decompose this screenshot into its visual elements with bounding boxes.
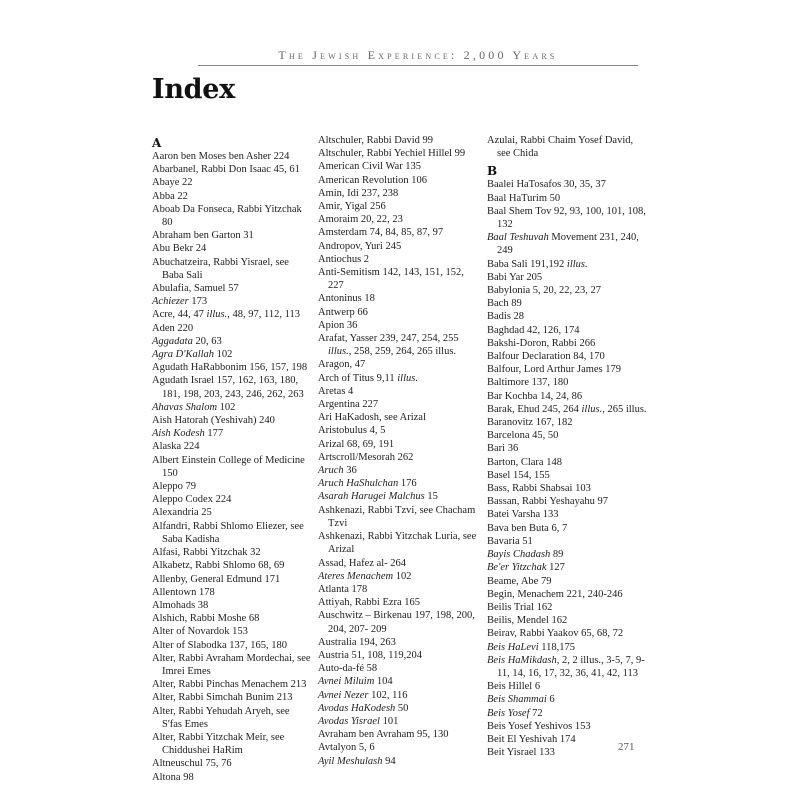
index-entry: Assad, Hafez al- 264 (318, 557, 407, 569)
index-entry: Baal Teshuvah Movement 231, 240, 249 (487, 232, 639, 257)
index-entry: Bakshi-Doron, Rabbi 266 (487, 337, 596, 349)
index-entry: Agudath Israel 157, 162, 163, 180, 181, 198, 203, 243, 246, 262, 263 (152, 375, 304, 400)
index-entry: Altneuschul 75, 76 (152, 758, 232, 770)
index-entry: Achiezer 173 (152, 296, 208, 308)
index-entry: Begin, Menachem 221, 240-246 (487, 588, 623, 600)
index-entry: Avodas Yisrael 101 (318, 715, 399, 727)
index-entry: Baranovitz 167, 182 (487, 417, 573, 429)
index-entry: Balfour Declaration 84, 170 (487, 351, 605, 363)
index-entry: Ateres Menachem 102 (318, 570, 412, 582)
index-entry: Aggadata 20, 63 (152, 335, 222, 347)
index-entry: Avodas HaKodesh 50 (318, 702, 409, 714)
index-entry: Acre, 44, 47 illus., 48, 97, 112, 113 (152, 309, 300, 321)
index-entry: Beit El Yeshivah 174 (487, 733, 576, 745)
index-entry: Ashkenazi, Rabbi Tzvi, see Chacham Tzvi (318, 504, 476, 529)
index-entry: Beis HaLevi 118,175 (487, 641, 575, 653)
index-entry: Barak, Ehud 245, 264 illus., 265 illus. (487, 403, 647, 415)
index-entry: Be'er Yitzchak 127 (487, 562, 565, 574)
index-column-3 (487, 134, 647, 759)
index-entry: Baal HaTurim 50 (487, 192, 561, 204)
index-entry: Amir, Yigal 256 (318, 201, 386, 213)
index-entry: Bari 36 (487, 443, 519, 455)
index-entry: Alexandria 25 (152, 507, 212, 519)
index-entry: Antoninus 18 (318, 293, 375, 305)
index-entry: Bava ben Buta 6, 7 (487, 522, 568, 534)
index-entry: Alter, Rabbi Avraham Mordechai, see Imrei Emes (152, 652, 311, 677)
index-entry: Abu Bekr 24 (152, 243, 207, 255)
index-entry: Ari HaKadosh, see Arizal (318, 412, 426, 424)
index-entry: Aragon, 47 (318, 359, 366, 371)
index-entry: Bach 89 (487, 298, 522, 310)
index-entry: Beis Shammai 6 (487, 694, 555, 706)
index-entry: Alshich, Rabbi Moshe 68 (152, 613, 260, 625)
index-entry: Aruch 36 (318, 465, 357, 477)
letter-heading: A (152, 136, 162, 150)
index-entry: Abulafia, Samuel 57 (152, 283, 239, 295)
index-entry: Antiochus 2 (318, 253, 370, 265)
index-entry: Australia 194, 263 (318, 636, 396, 648)
index-entry: Beilis, Mendel 162 (487, 615, 568, 627)
index-entry: Altona 98 (152, 771, 194, 783)
index-entry: Ayil Meshulash 94 (318, 755, 396, 767)
index-entry: Avnei Nezer 102, 116 (318, 689, 408, 701)
index-entry: Amin, Idi 237, 238 (318, 187, 399, 199)
index-entry: Abraham ben Garton 31 (152, 230, 254, 242)
index-entry: Attiyah, Rabbi Ezra 165 (318, 597, 421, 609)
index-entry: Avtalyon 5, 6 (318, 742, 375, 754)
index-entry: Barcelona 45, 50 (487, 430, 559, 442)
index-entry: Abarbanel, Rabbi Don Isaac 45, 61 (152, 164, 300, 176)
index-column-1 (152, 134, 312, 784)
index-entry: Babi Yar 205 (487, 271, 543, 283)
index-entry: Basel 154, 155 (487, 469, 550, 481)
page-number: 271 (618, 741, 635, 753)
index-entry: Bassan, Rabbi Yeshayahu 97 (487, 496, 609, 508)
index-entry: Bar Kochba 14, 24, 86 (487, 390, 583, 402)
index-entry: Baba Sali 191,192 illus. (487, 258, 588, 270)
index-entry: Alter, Rabbi Yitzchak Meir, see Chiddushei HaRim (152, 731, 285, 757)
index-entry: Auschwitz – Birkenau 197, 198, 200, 204, 207- 209 (318, 610, 475, 635)
running-head (198, 48, 638, 68)
index-entry: Babylonia 5, 20, 22, 23, 27 (487, 285, 602, 297)
index-entry: Avraham ben Avraham 95, 130 (318, 729, 449, 741)
index-entry: Alfasi, Rabbi Yitzchak 32 (152, 547, 261, 559)
index-entry: Beis HaMikdash, 2, 2 illus., 3-5, 7, 9-11, 14, 16, 17, 32, 36, 41, 42, 113 (487, 654, 645, 679)
index-entry: Altschuler, Rabbi David 99 (318, 135, 434, 146)
index-entry: Amsterdam 74, 84, 85, 87, 97 (318, 227, 444, 239)
index-entry: Antwerp 66 (318, 306, 368, 318)
index-entry: Allenby, General Edmund 171 (152, 573, 281, 585)
index-entry: Abba 22 (152, 190, 188, 202)
index-entry: Alkabetz, Rabbi Shlomo 68, 69 (152, 560, 285, 572)
index-entry: Badis 28 (487, 311, 525, 323)
running-head-rule (198, 65, 638, 66)
index-entry: Almohads 38 (152, 599, 209, 611)
index-entry: Auto-da-fé 58 (318, 663, 378, 675)
index-entry: Avnei Miluim 104 (318, 676, 393, 688)
index-entry: Apion 36 (318, 319, 358, 331)
running-head-title: The Jewish Experience: 2,000 Years (278, 48, 558, 62)
index-entry: Alaska 224 (152, 441, 200, 453)
index-entry: Aristobulus 4, 5 (318, 425, 386, 437)
index-entry: Aretas 4 (318, 385, 354, 397)
index-entry: Agudath HaRabbonim 156, 157, 198 (152, 362, 308, 374)
index-entry: Abaye 22 (152, 177, 193, 189)
index-entry: Aaron ben Moses ben Asher 224 (152, 151, 290, 162)
index-entry: Allentown 178 (152, 586, 215, 598)
index-entry: Alter, Rabbi Yehudah Aryeh, see S'fas Emes (152, 705, 290, 730)
index-entry: Beis Yosef 72 (487, 707, 543, 719)
index-entry: Alter of Slabodka 137, 165, 180 (152, 639, 288, 651)
index-entry: Beame, Abe 79 (487, 575, 552, 587)
index-entry: Baalei HaTosafos 30, 35, 37 (487, 179, 606, 191)
index-entry: Alter, Rabbi Pinchas Menachem 213 (152, 679, 307, 691)
index-entry: Azulai, Rabbi Chaim Yosef David, see Chida (487, 135, 634, 160)
index-entry: American Revolution 106 (318, 174, 428, 186)
index-entry: Amoraim 20, 22, 23 (318, 214, 403, 226)
index-entry: Bass, Rabbi Shabsai 103 (487, 483, 591, 495)
index-entry: Asarah Harugei Malchus 15 (318, 491, 438, 503)
index-entry: Batei Varsha 133 (487, 509, 559, 521)
index-entry: Beilis Trial 162 (487, 601, 553, 613)
index-entry: Baal Shem Tov 92, 93, 100, 101, 108, 132 (487, 205, 646, 231)
index-entry: American Civil War 135 (318, 161, 422, 173)
index-entry: Aboab Da Fonseca, Rabbi Yitzchak 80 (152, 203, 302, 229)
index-entry: Aish Hatorah (Yeshivah) 240 (152, 415, 275, 427)
index-entry: Altschuler, Rabbi Yechiel Hillel 99 (318, 148, 466, 160)
index-entry: Beis Hillel 6 (487, 681, 541, 693)
index-entry: Balfour, Lord Arthur James 179 (487, 364, 622, 376)
index-entry: Agra D'Kallah 102 (152, 349, 233, 361)
index-entry: Austria 51, 108, 119,204 (318, 649, 423, 661)
index-entry: Bayis Chadash 89 (487, 549, 564, 561)
index-entry: Artscroll/Mesorah 262 (318, 451, 414, 463)
index-entry: Alter of Novardok 153 (152, 626, 248, 638)
index-entry: Arch of Titus 9,11 illus. (318, 372, 418, 384)
index-entry: Alfandri, Rabbi Shlomo Eliezer, see Saba Kadisha (152, 520, 304, 545)
index-entry: Ahavas Shalom 102 (152, 401, 236, 413)
index-entry: Aish Kodesh 177 (152, 428, 224, 440)
index-entry: Arafat, Yasser 239, 247, 254, 255 illus., 258, 259, 264, 265 illus. (318, 333, 459, 358)
index-entry: Bavaria 51 (487, 535, 533, 547)
index-entry: Baltimore 137, 180 (487, 377, 569, 389)
index-column-2 (318, 134, 478, 768)
index-entry: Atlanta 178 (318, 583, 368, 595)
index-entry: Aleppo 79 (152, 481, 197, 493)
index-entry: Albert Einstein College of Medicine 150 (152, 454, 305, 479)
index-entry: Abuchatzeira, Rabbi Yisrael, see Baba Sali (152, 256, 289, 281)
index-entry: Aden 220 (152, 322, 194, 334)
index-entry: Baghdad 42, 126, 174 (487, 324, 580, 336)
letter-heading: B (487, 164, 498, 179)
index-entry: Beis Yosef Yeshivos 153 (487, 720, 591, 732)
index-entry: Ashkenazi, Rabbi Yitzchak Luria, see Arizal (318, 531, 477, 556)
index-entry: Arizal 68, 69, 191 (318, 438, 395, 450)
index-entry: Beit Yisrael 133 (487, 747, 555, 759)
index-entry: Beirav, Rabbi Yaakov 65, 68, 72 (487, 628, 624, 640)
page-title: Index (152, 74, 235, 105)
index-entry: Andropov, Yuri 245 (318, 240, 402, 252)
index-entry: Aruch HaShulchan 176 (318, 478, 417, 490)
index-entry: Alter, Rabbi Simchah Bunim 213 (152, 692, 293, 704)
index-entry: Aleppo Codex 224 (152, 494, 232, 506)
index-entry: Argentina 227 (318, 399, 379, 411)
index-entry: Barton, Clara 148 (487, 456, 562, 468)
index-entry: Anti-Semitism 142, 143, 151, 152, 227 (318, 267, 464, 292)
